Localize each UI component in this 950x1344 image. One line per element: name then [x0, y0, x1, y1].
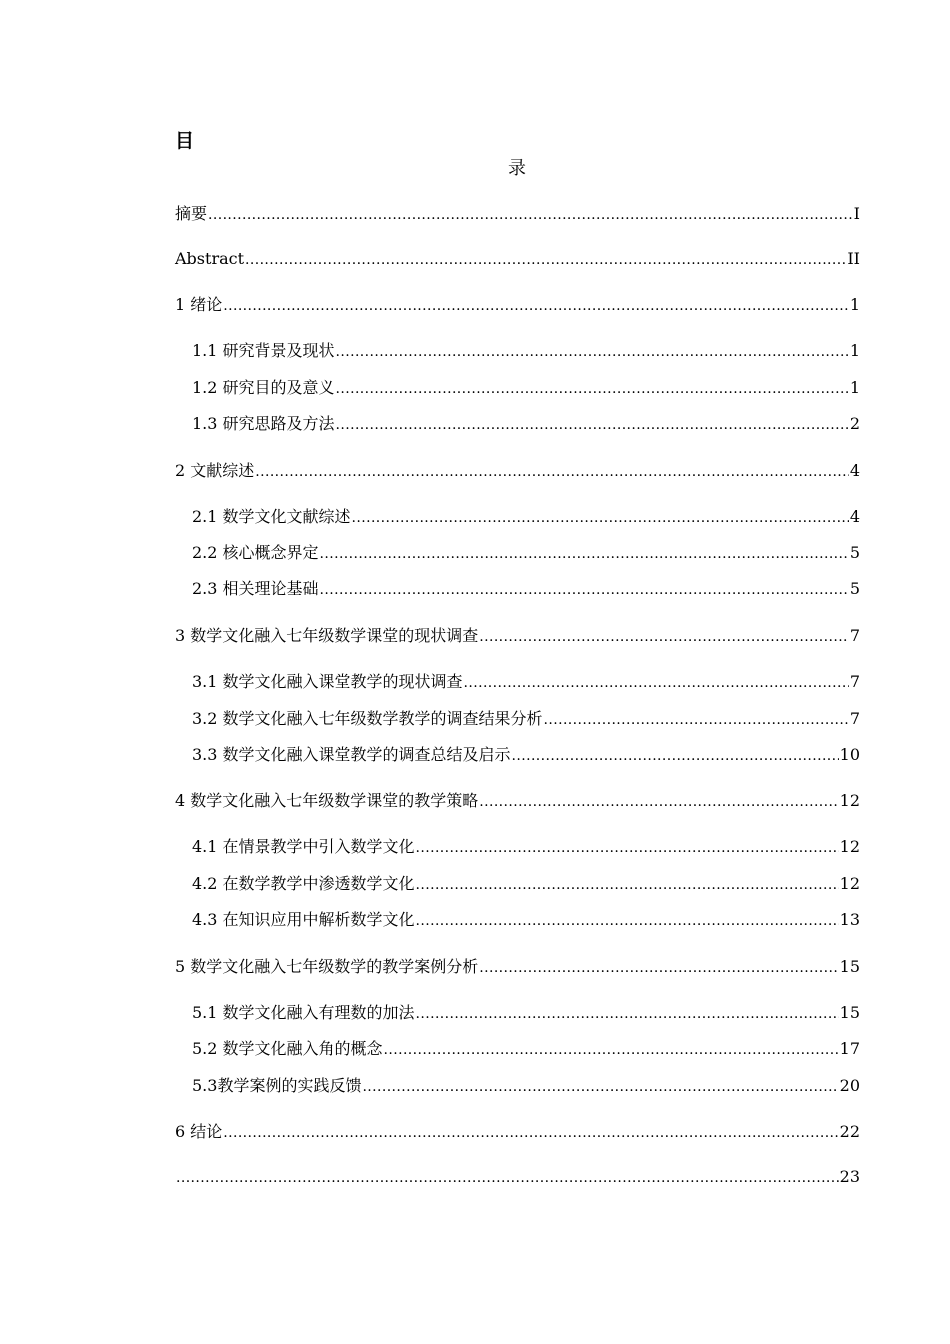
- toc-dot-leader: [245, 249, 846, 271]
- toc-entry-label: 1.2 研究目的及意义: [192, 378, 335, 397]
- toc-entry-section-2-3[interactable]: [192, 578, 860, 601]
- toc-page-number: 15: [839, 1003, 860, 1022]
- toc-page-number: 13: [839, 910, 860, 929]
- toc-entry-label: 5.2 数学文化融入角的概念: [192, 1039, 383, 1058]
- toc-page-number: 7: [849, 672, 860, 691]
- toc-page-number: 17: [839, 1039, 860, 1058]
- toc-entry-label: 4.3 在知识应用中解析数学文化: [192, 910, 415, 929]
- toc-entry-label: 5.1 数学文化融入有理数的加法: [192, 1003, 415, 1022]
- toc-entry-chapter-4[interactable]: [175, 790, 860, 813]
- toc-dot-leader: [479, 791, 838, 813]
- toc-dot-leader: [544, 709, 849, 731]
- toc-entry-section-2-1[interactable]: [192, 506, 860, 529]
- toc-entry-section-3-2[interactable]: [192, 708, 860, 731]
- toc-dot-leader: [479, 626, 849, 648]
- toc-dot-leader: [416, 837, 839, 859]
- toc-page-number: 12: [839, 837, 860, 856]
- toc-entry-label: 3.3 数学文化融入课堂教学的调查总结及启示: [192, 745, 511, 764]
- toc-dot-leader: [320, 579, 849, 601]
- toc-entry-label: 4.2 在数学教学中渗透数学文化: [192, 874, 415, 893]
- toc-entry-section-1-2[interactable]: [192, 377, 860, 400]
- toc-dot-leader: [336, 378, 849, 400]
- toc-entry-section-5-3[interactable]: [192, 1075, 860, 1098]
- toc-dot-leader: [352, 507, 849, 529]
- toc-page-number: 4: [849, 461, 860, 480]
- toc-page-number: 23: [839, 1167, 860, 1186]
- toc-dot-leader: [416, 1003, 839, 1025]
- toc-dot-leader: [384, 1039, 839, 1061]
- toc-page-number: 4: [849, 507, 860, 526]
- toc-page-number: 5: [849, 543, 860, 562]
- toc-dot-leader: [223, 295, 849, 317]
- toc-page-number: 12: [839, 791, 860, 810]
- toc-entry-label: 摘要: [175, 204, 208, 223]
- toc-entry-label: 2.3 相关理论基础: [192, 579, 319, 598]
- toc-page-number: I: [853, 204, 860, 223]
- toc-entry-label: 5.3教学案例的实践反馈: [192, 1076, 362, 1095]
- toc-dot-leader: [479, 957, 838, 979]
- toc-page-number: 7: [849, 626, 860, 645]
- toc-entry-chapter-1[interactable]: [175, 294, 860, 317]
- toc-page-number: 1: [849, 295, 860, 314]
- toc-dot-leader: [223, 1122, 838, 1144]
- toc-dot-leader: [336, 341, 849, 363]
- toc-entry-section-3-1[interactable]: [192, 671, 860, 694]
- toc-entry-label: 5 数学文化融入七年级数学的教学案例分析: [175, 957, 479, 976]
- toc-entry-unlabeled[interactable]: [175, 1166, 860, 1189]
- toc-entry-label: 4 数学文化融入七年级数学课堂的教学策略: [175, 791, 479, 810]
- toc-entry-abstract-en[interactable]: [175, 248, 860, 271]
- toc-entry-label: 2.1 数学文化文献综述: [192, 507, 351, 526]
- toc-entry-label: 3 数学文化融入七年级数学课堂的现状调查: [175, 626, 479, 645]
- toc-entry-label: 2.2 核心概念界定: [192, 543, 319, 562]
- toc-entry-label: 1 绪论: [175, 295, 223, 314]
- toc-dot-leader: [255, 461, 849, 483]
- toc-dot-leader: [176, 1167, 839, 1189]
- toc-dot-leader: [208, 204, 853, 226]
- toc-page-number: II: [847, 249, 860, 268]
- toc-dot-leader: [416, 910, 839, 932]
- toc-entry-chapter-6[interactable]: [175, 1121, 860, 1144]
- toc-entry-label: 3.2 数学文化融入七年级数学教学的调查结果分析: [192, 709, 543, 728]
- toc-entry-chapter-5[interactable]: [175, 956, 860, 979]
- toc-dot-leader: [464, 672, 849, 694]
- toc-entry-label: Abstract: [175, 249, 245, 268]
- toc-entry-section-4-2[interactable]: [192, 873, 860, 896]
- toc-page-number: 22: [839, 1122, 860, 1141]
- toc-page-number: 5: [849, 579, 860, 598]
- toc-title-first-char: 目: [175, 130, 195, 152]
- toc-entry-section-5-1[interactable]: [192, 1002, 860, 1025]
- toc-page-number: 2: [849, 414, 860, 433]
- toc-entry-abstract-cn[interactable]: [175, 203, 860, 226]
- toc-page-number: 7: [849, 709, 860, 728]
- toc-entry-section-1-1[interactable]: [192, 340, 860, 363]
- toc-entry-section-3-3[interactable]: [192, 744, 860, 767]
- toc-page-number: 1: [849, 378, 860, 397]
- toc-entry-label: 6 结论: [175, 1122, 223, 1141]
- toc-dot-leader: [320, 543, 849, 565]
- toc-entry-label: 1.1 研究背景及现状: [192, 341, 335, 360]
- toc-page-number: 12: [839, 874, 860, 893]
- toc-entry-label: 3.1 数学文化融入课堂教学的现状调查: [192, 672, 463, 691]
- toc-dot-leader: [416, 874, 839, 896]
- toc-page-number: 15: [839, 957, 860, 976]
- toc-dot-leader: [362, 1076, 838, 1098]
- toc-entry-section-1-3[interactable]: [192, 413, 860, 436]
- toc-entry-section-5-2[interactable]: [192, 1038, 860, 1061]
- toc-entry-label: 2 文献综述: [175, 461, 255, 480]
- toc-dot-leader: [512, 745, 839, 767]
- toc-entry-section-4-3[interactable]: [192, 909, 860, 932]
- toc-entry-label: 1.3 研究思路及方法: [192, 414, 335, 433]
- toc-entry-section-2-2[interactable]: [192, 542, 860, 565]
- toc-page-number: 10: [839, 745, 860, 764]
- toc-page-number: 1: [849, 341, 860, 360]
- toc-entry-label: 4.1 在情景教学中引入数学文化: [192, 837, 415, 856]
- toc-entry-chapter-3[interactable]: [175, 625, 860, 648]
- toc-dot-leader: [336, 414, 849, 436]
- toc-entry-section-4-1[interactable]: [192, 836, 860, 859]
- toc-page-number: 20: [839, 1076, 860, 1095]
- toc-title-second-char: 录: [508, 158, 526, 179]
- toc-entry-chapter-2[interactable]: [175, 460, 860, 483]
